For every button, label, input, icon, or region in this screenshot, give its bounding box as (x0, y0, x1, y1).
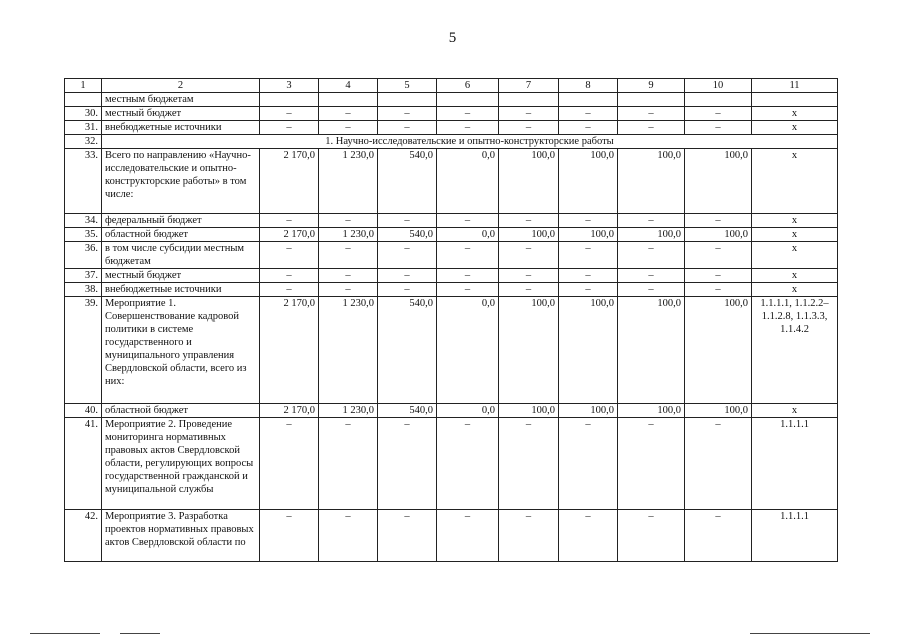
amount-cell: – (260, 121, 319, 135)
amount-cell: 1 230,0 (319, 404, 378, 418)
table-row (65, 135, 838, 149)
amount-cell: 540,0 (378, 404, 437, 418)
amount-cell: 540,0 (378, 149, 437, 214)
target-ref-cell: 1.1.1.1 (752, 418, 838, 510)
footer-rule (120, 633, 160, 634)
amount-cell: – (618, 269, 685, 283)
column-header: 9 (618, 79, 685, 93)
amount-cell: 0,0 (437, 228, 499, 242)
amount-cell: 0,0 (437, 297, 499, 404)
amount-cell: – (378, 269, 437, 283)
amount-cell (559, 93, 618, 107)
row-label: местным бюджетам (102, 93, 260, 107)
row-number: 32. (65, 135, 102, 149)
column-header: 10 (685, 79, 752, 93)
row-number: 42. (65, 510, 102, 562)
row-label: местный бюджет (102, 107, 260, 121)
column-header: 11 (752, 79, 838, 93)
amount-cell: – (499, 121, 559, 135)
amount-cell: – (618, 214, 685, 228)
table-row (65, 228, 838, 242)
row-label: в том числе субсидии местным бюджетам (102, 242, 260, 269)
amount-cell: – (559, 510, 618, 562)
amount-cell: 0,0 (437, 149, 499, 214)
amount-cell: – (685, 107, 752, 121)
row-label: областной бюджет (102, 404, 260, 418)
target-ref-cell: х (752, 214, 838, 228)
target-ref-cell: х (752, 107, 838, 121)
amount-cell: – (260, 269, 319, 283)
row-label: Всего по направлению «Научно-исследовательские и опытно-конструкторские работы» в том числе: (102, 149, 260, 214)
amount-cell: – (378, 283, 437, 297)
amount-cell: – (685, 121, 752, 135)
amount-cell: 100,0 (685, 404, 752, 418)
row-number (65, 93, 102, 107)
amount-cell: 100,0 (685, 297, 752, 404)
row-label: Мероприятие 1. Совершенствование кадровой политики в системе государственного и муниципального управления Свердловской области, всего из них: (102, 297, 260, 404)
table-row (65, 121, 838, 135)
table-row (65, 510, 838, 562)
amount-cell: – (319, 242, 378, 269)
table-row (65, 214, 838, 228)
amount-cell: – (559, 418, 618, 510)
row-number: 36. (65, 242, 102, 269)
amount-cell: – (319, 283, 378, 297)
amount-cell: – (437, 214, 499, 228)
amount-cell (378, 93, 437, 107)
table-row (65, 269, 838, 283)
amount-cell: – (618, 510, 685, 562)
amount-cell: – (559, 242, 618, 269)
row-label: Мероприятие 3. Разработка проектов нормативных правовых актов Свердловской области по (102, 510, 260, 562)
table-row (65, 242, 838, 269)
amount-cell: 100,0 (559, 404, 618, 418)
amount-cell: 2 170,0 (260, 228, 319, 242)
amount-cell (618, 93, 685, 107)
amount-cell: – (685, 214, 752, 228)
target-ref-cell: 1.1.1.1 (752, 510, 838, 562)
column-header: 8 (559, 79, 618, 93)
amount-cell: – (437, 510, 499, 562)
amount-cell: – (260, 214, 319, 228)
amount-cell: – (618, 242, 685, 269)
table-row (65, 93, 838, 107)
table-row (65, 149, 838, 214)
page-number: 5 (448, 30, 457, 46)
row-label: областной бюджет (102, 228, 260, 242)
amount-cell: – (260, 418, 319, 510)
row-number: 34. (65, 214, 102, 228)
amount-cell (319, 93, 378, 107)
amount-cell: – (378, 242, 437, 269)
row-label: внебюджетные источники (102, 121, 260, 135)
row-number: 33. (65, 149, 102, 214)
header-row (65, 79, 838, 93)
amount-cell: – (499, 242, 559, 269)
amount-cell: – (319, 121, 378, 135)
amount-cell: 100,0 (618, 149, 685, 214)
amount-cell: – (378, 214, 437, 228)
amount-cell: – (618, 418, 685, 510)
amount-cell: – (437, 242, 499, 269)
row-number: 38. (65, 283, 102, 297)
amount-cell: 540,0 (378, 228, 437, 242)
amount-cell: – (559, 283, 618, 297)
amount-cell: – (685, 418, 752, 510)
target-ref-cell: 1.1.1.1, 1.1.2.2–1.1.2.8, 1.1.3.3, 1.1.4.2 (752, 297, 838, 404)
column-header: 2 (102, 79, 260, 93)
amount-cell: 100,0 (499, 297, 559, 404)
amount-cell: – (319, 269, 378, 283)
amount-cell: 100,0 (559, 228, 618, 242)
amount-cell: – (319, 510, 378, 562)
amount-cell: 100,0 (499, 228, 559, 242)
row-label: местный бюджет (102, 269, 260, 283)
footer-rule (750, 633, 870, 634)
amount-cell: – (499, 283, 559, 297)
amount-cell (499, 93, 559, 107)
amount-cell: – (685, 510, 752, 562)
row-number: 37. (65, 269, 102, 283)
amount-cell: – (685, 269, 752, 283)
amount-cell: 100,0 (618, 404, 685, 418)
column-header: 3 (260, 79, 319, 93)
amount-cell: – (618, 283, 685, 297)
column-header: 7 (499, 79, 559, 93)
column-header: 1 (65, 79, 102, 93)
row-number: 31. (65, 121, 102, 135)
target-ref-cell: х (752, 149, 838, 214)
amount-cell: – (559, 107, 618, 121)
amount-cell: – (499, 418, 559, 510)
amount-cell: – (685, 283, 752, 297)
row-label: федеральный бюджет (102, 214, 260, 228)
column-header: 6 (437, 79, 499, 93)
amount-cell: 2 170,0 (260, 404, 319, 418)
amount-cell: – (319, 107, 378, 121)
amount-cell: – (437, 418, 499, 510)
amount-cell: – (437, 269, 499, 283)
amount-cell: – (319, 214, 378, 228)
amount-cell: – (559, 121, 618, 135)
amount-cell: 100,0 (559, 149, 618, 214)
row-number: 41. (65, 418, 102, 510)
amount-cell: 100,0 (559, 297, 618, 404)
target-ref-cell: х (752, 121, 838, 135)
amount-cell: – (437, 107, 499, 121)
amount-cell: – (260, 107, 319, 121)
amount-cell: – (378, 107, 437, 121)
amount-cell: – (499, 214, 559, 228)
amount-cell: 100,0 (618, 297, 685, 404)
amount-cell: – (499, 107, 559, 121)
amount-cell: – (437, 283, 499, 297)
amount-cell: 1 230,0 (319, 297, 378, 404)
program-table (64, 78, 838, 562)
amount-cell: – (618, 121, 685, 135)
target-ref-cell: х (752, 269, 838, 283)
amount-cell: – (499, 269, 559, 283)
amount-cell: 0,0 (437, 404, 499, 418)
row-number: 39. (65, 297, 102, 404)
amount-cell: – (685, 242, 752, 269)
row-label: Мероприятие 2. Проведение мониторинга нормативных правовых актов Свердловской области, регулирующих вопросы государственной гражданской и муниципальной службы (102, 418, 260, 510)
amount-cell: 2 170,0 (260, 149, 319, 214)
column-header: 5 (378, 79, 437, 93)
table-row (65, 107, 838, 121)
amount-cell: – (378, 510, 437, 562)
table-row (65, 283, 838, 297)
amount-cell: 100,0 (499, 404, 559, 418)
row-number: 40. (65, 404, 102, 418)
amount-cell: 1 230,0 (319, 149, 378, 214)
amount-cell: – (260, 242, 319, 269)
amount-cell: – (260, 510, 319, 562)
footer-rule (30, 633, 100, 634)
amount-cell: – (260, 283, 319, 297)
amount-cell: 100,0 (685, 228, 752, 242)
amount-cell (437, 93, 499, 107)
amount-cell: 100,0 (685, 149, 752, 214)
table-body (65, 79, 838, 562)
amount-cell: – (559, 269, 618, 283)
table-row (65, 404, 838, 418)
target-ref-cell: х (752, 404, 838, 418)
amount-cell (260, 93, 319, 107)
target-ref-cell: х (752, 228, 838, 242)
amount-cell: 2 170,0 (260, 297, 319, 404)
amount-cell: – (499, 510, 559, 562)
amount-cell: 540,0 (378, 297, 437, 404)
table-row (65, 418, 838, 510)
target-ref-cell (752, 93, 838, 107)
target-ref-cell: х (752, 242, 838, 269)
amount-cell: 100,0 (618, 228, 685, 242)
amount-cell: – (378, 418, 437, 510)
amount-cell: – (559, 214, 618, 228)
amount-cell (685, 93, 752, 107)
target-ref-cell: х (752, 283, 838, 297)
amount-cell: – (437, 121, 499, 135)
row-number: 30. (65, 107, 102, 121)
amount-cell: – (618, 107, 685, 121)
amount-cell: – (378, 121, 437, 135)
amount-cell: – (319, 418, 378, 510)
amount-cell: 100,0 (499, 149, 559, 214)
row-number: 35. (65, 228, 102, 242)
table-row (65, 297, 838, 404)
amount-cell: 1 230,0 (319, 228, 378, 242)
row-label: внебюджетные источники (102, 283, 260, 297)
section-heading: 1. Научно-исследовательские и опытно-конструкторские работы (102, 135, 838, 149)
column-header: 4 (319, 79, 378, 93)
